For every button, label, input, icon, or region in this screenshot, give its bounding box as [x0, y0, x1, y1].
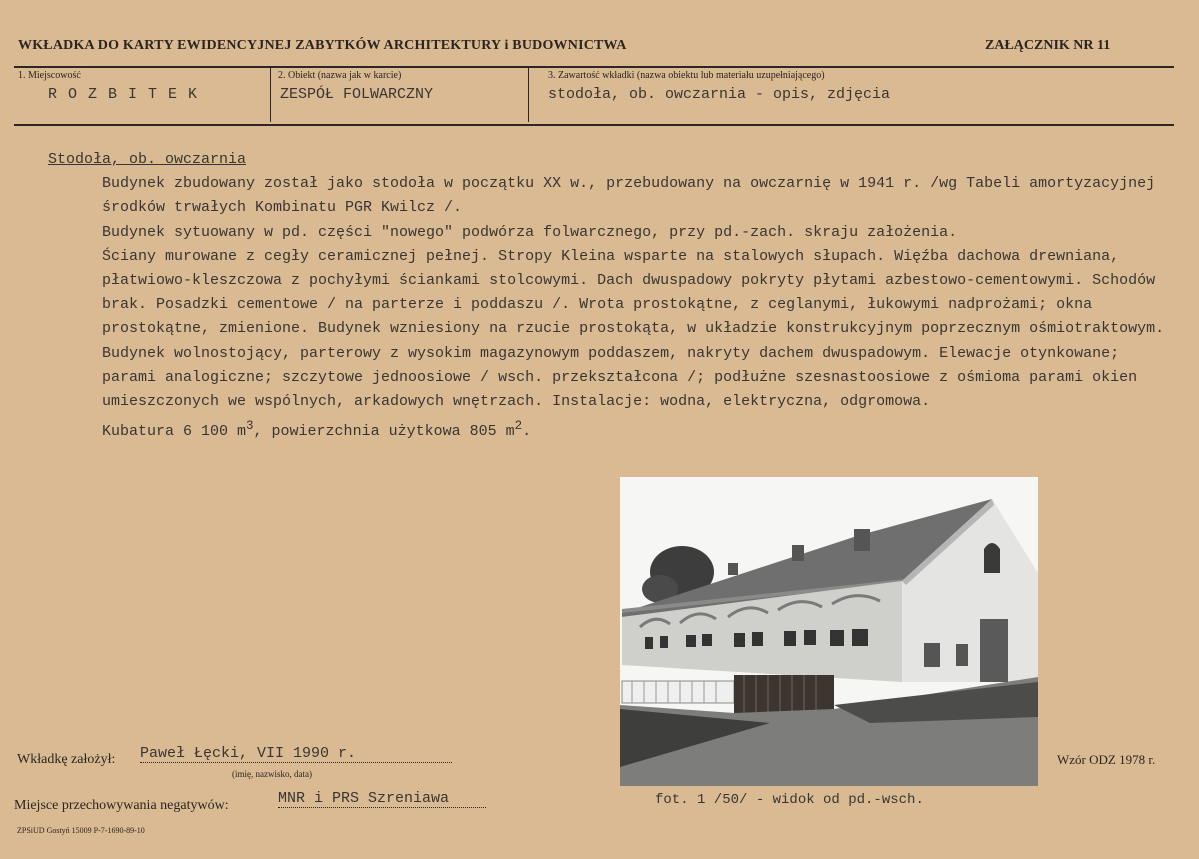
field-divider-1 — [270, 68, 271, 122]
form-model: Wzór ODZ 1978 r. — [1057, 752, 1156, 767]
storage-label: Miejsce przechowywania negatywów: — [14, 798, 229, 813]
annex-number: ZAŁĄCZNIK NR 11 — [985, 38, 1111, 53]
header-rule — [14, 66, 1174, 68]
paragraph-volume: Kubatura 6 100 $m^3$, powierzchnia użytkowa 805 $m^2$. — [102, 419, 532, 441]
fields-rule — [14, 124, 1174, 126]
field-2-value: ZESPÓŁ FOLWARCZNY — [280, 86, 434, 103]
paragraph-history: Budynek zbudowany został jako stodoła w początku XX w., przebudowany na owczarnię w 1941 r. /wg Tabeli amortyzacyjnej środków trwałych Kombinatu PGR Kwilcz /. — [102, 175, 1156, 217]
field-2-label: 2. Obiekt (nazwa jak w karcie) — [278, 70, 402, 81]
storage-value: MNR i PRS Szreniawa — [278, 790, 486, 808]
description — [48, 148, 1173, 444]
field-1-value: R O Z B I T E K — [48, 86, 199, 103]
field-3-value: stodoła, ob. owczarnia - opis, zdjęcia — [548, 86, 891, 103]
building-photo — [620, 477, 1038, 786]
author-label: Wkładkę założył: — [17, 752, 116, 767]
section-heading: Stodoła, ob. owczarnia — [48, 151, 247, 168]
field-3-label: 3. Zawartość wkładki (nazwa obiektu lub materiału uzupełniającego) — [548, 70, 825, 81]
paragraph-construction: Ściany murowane z cegły ceramicznej pełnej. Stropy Kleina wsparte na stalowych słupach. Więźba dachowa drewniana, płatwiowo-kleszczowa z pochyłymi ściankami stolcowymi. Dach dwuspadowy pokryty płytami azbestowo-cementowymi. Schodów brak. Posadzki cementowe / na parterze i poddaszu /. Wrota prostokątne, z ceglanymi, łukowymi nadprożami; okna prostokątne, zmienione. Budynek wzniesiony na rzucie prostokąta, w układzie konstrukcyjnym poprzecznym ośmiotraktowym. Budynek wolnostojący, parterowy z wysokim magazynowym poddaszem, nakryty dachem dwuspadowym. Elewacje otynkowane; parami analogiczne; szczytowe jednoosiowe / wsch. przekształcona /; podłużne szesnastoosiowe z ośmioma parami okien umieszczonych we wspólnych, arkadowych wnętrzach. Instalacje: wodna, elektryczna, odgromowa. — [102, 247, 1165, 411]
card-title: WKŁADKA DO KARTY EWIDENCYJNEJ ZABYTKÓW ARCHITEKTURY i BUDOWNICTWA — [18, 38, 627, 53]
field-divider-2 — [528, 68, 529, 122]
author-value: Paweł Łęcki, VII 1990 r. — [140, 745, 452, 763]
author-hint: (imię, nazwisko, data) — [232, 769, 312, 779]
print-info: ZPSiUD Gostyń 15009 P-7-1690-89-10 — [17, 826, 145, 835]
paragraph-location: Budynek sytuowany w pd. części "nowego" podwórza folwarcznego, przy pd.-zach. skraju założenia. — [102, 223, 958, 241]
photo-caption: fot. 1 /50/ - widok od pd.-wsch. — [655, 792, 924, 808]
field-1-label: 1. Miejscowość — [18, 70, 81, 81]
